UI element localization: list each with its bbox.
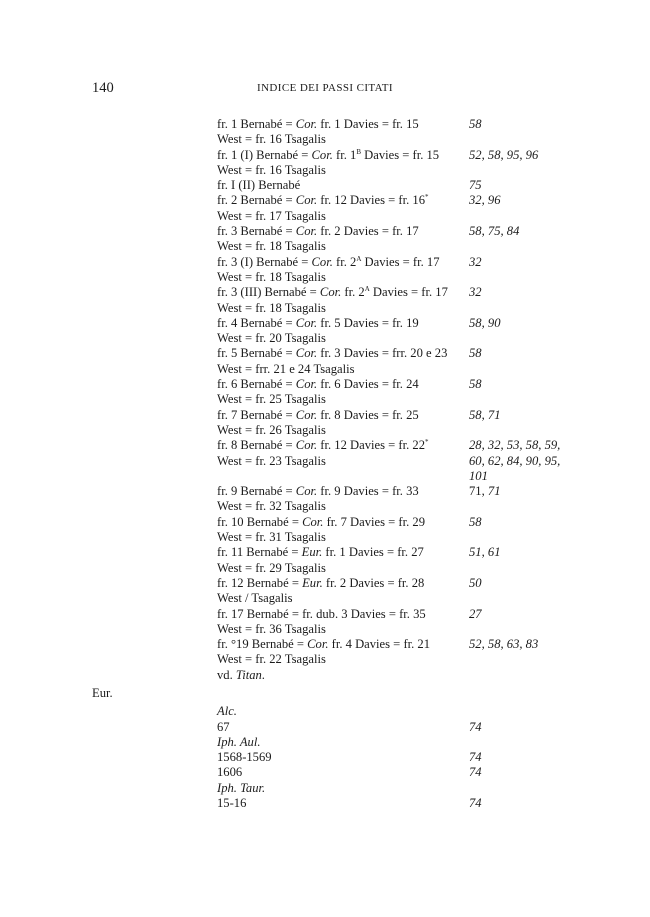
index-entry [0,148,650,179]
index-entry [0,224,650,255]
passage-row: 15-16 74 [0,796,650,811]
page-references: 74 [469,796,482,811]
passage-row: 67 74 [0,720,650,735]
entry-text: fr. 11 Bernabé = Eur. fr. 1 Davies = fr. 27 West = fr. 29 Tsagalis [217,545,424,575]
running-title: INDICE DEI PASSI CITATI [257,82,393,94]
entry-text: fr. 3 Bernabé = Cor. fr. 2 Davies = fr. 17 West = fr. 18 Tsagalis [217,224,419,254]
page-references: 58 [469,117,482,131]
entry-text: fr. 12 Bernabé = Eur. fr. 2 Davies = fr. 28 West / Tsagalis [217,575,425,606]
index-entry [0,377,650,408]
passage-row: 1606 74 [0,765,650,780]
work-title: Iph. Aul. [217,734,261,749]
page-references: 32 [469,285,482,300]
author-heading: Eur. [92,685,113,700]
passage-row: 1568-1569 74 [0,750,650,765]
entry-text: fr. 3 (I) Bernabé = Cor. fr. $2^A$ Davies = fr. 17 West = fr. 18 Tsagalis [217,254,440,284]
entry-text: fr. 1 Bernabé = Cor. fr. 1 Davies = fr. 15 West = fr. 16 Tsagalis [217,117,419,147]
index-entry [0,178,650,193]
entry-text: fr. 3 (III) Bernabé = Cor. fr. $2^A$ Davies = fr. 17 West = fr. 18 Tsagalis [217,285,448,315]
page-references: 75 [469,178,482,193]
entry-text: fr. 2 Bernabé = Cor. fr. 12 Davies = fr. 16* West = fr. 17 Tsagalis [217,193,429,223]
page-references: 52, 58, 95, 96 [469,147,539,162]
entry-text: fr. 1 (I) Bernabé = Cor. fr. $1^B$ Davies = fr. 15 West = fr. 16 Tsagalis [217,147,440,177]
page-references: 71, 71 [469,484,501,499]
page-references: 58 [469,514,482,529]
page-references: 58 [469,346,482,361]
page-references: 74 [469,750,482,765]
entry-text: fr. 4 Bernabé = Cor. fr. 5 Davies = fr. 19 West = fr. 20 Tsagalis [217,315,419,346]
index-entry [0,545,650,576]
page-references: 52, 58, 63, 83 [469,637,539,652]
page-references: 27 [469,606,482,621]
page-number: 140 [92,80,114,96]
index-entry [0,193,650,224]
index-list [0,117,650,811]
entry-text: fr. I (II) Bernabé [217,178,301,193]
cross-reference: vd. Titan. [217,667,265,682]
page-references: 28, 32, 53, 58, 59, 60, 62, 84, 90, 95, 101 [469,438,561,483]
work-title: Iph. Taur. [217,780,266,795]
page-references: 50 [469,575,482,590]
page-references: 58, 71 [469,407,501,422]
index-entry [0,438,650,484]
index-entry [0,408,650,439]
page-references: 58, 90 [469,315,501,330]
index-entry [0,515,650,546]
page-references: 74 [469,719,482,734]
entry-text: fr. 9 Bernabé = Cor. fr. 9 Davies = fr. 33 West = fr. 32 Tsagalis [217,484,419,514]
index-entry [0,607,650,638]
page-references: 58, 75, 84 [469,224,520,239]
entry-text: fr. 10 Bernabé = Cor. fr. 7 Davies = fr. 29 West = fr. 31 Tsagalis [217,514,425,545]
page-references: 32, 96 [469,193,501,208]
index-entry [0,316,650,347]
entry-text: fr. 6 Bernabé = Cor. fr. 6 Davies = fr. 24 West = fr. 25 Tsagalis [217,377,419,407]
index-entry [0,346,650,377]
index-entry [0,484,650,515]
page-references: 32 [469,254,482,269]
entry-text: fr. 17 Bernabé = fr. dub. 3 Davies = fr. 35 West = fr. 36 Tsagalis [217,606,426,636]
entry-text: fr. 5 Bernabé = Cor. fr. 3 Davies = frr. 20 e 23 West = frr. 21 e 24 Tsagalis [217,346,448,376]
entry-text: fr. 8 Bernabé = Cor. fr. 12 Davies = fr. 22* West = fr. 23 Tsagalis [217,438,429,468]
index-entry [0,117,650,148]
entry-text: fr. 7 Bernabé = Cor. fr. 8 Davies = fr. 25 West = fr. 26 Tsagalis [217,407,419,437]
index-entry [0,576,650,607]
page-header [0,80,650,100]
page-references: 74 [469,765,482,780]
index-entry [0,285,650,316]
work-title: Alc. [217,704,237,719]
page-references: 51, 61 [469,545,501,560]
page-references: 58 [469,377,482,392]
entry-text: fr. °19 Bernabé = Cor. fr. 4 Davies = fr. 21 West = fr. 22 Tsagalis [217,637,431,667]
index-entry [0,255,650,286]
index-entry [0,637,650,668]
